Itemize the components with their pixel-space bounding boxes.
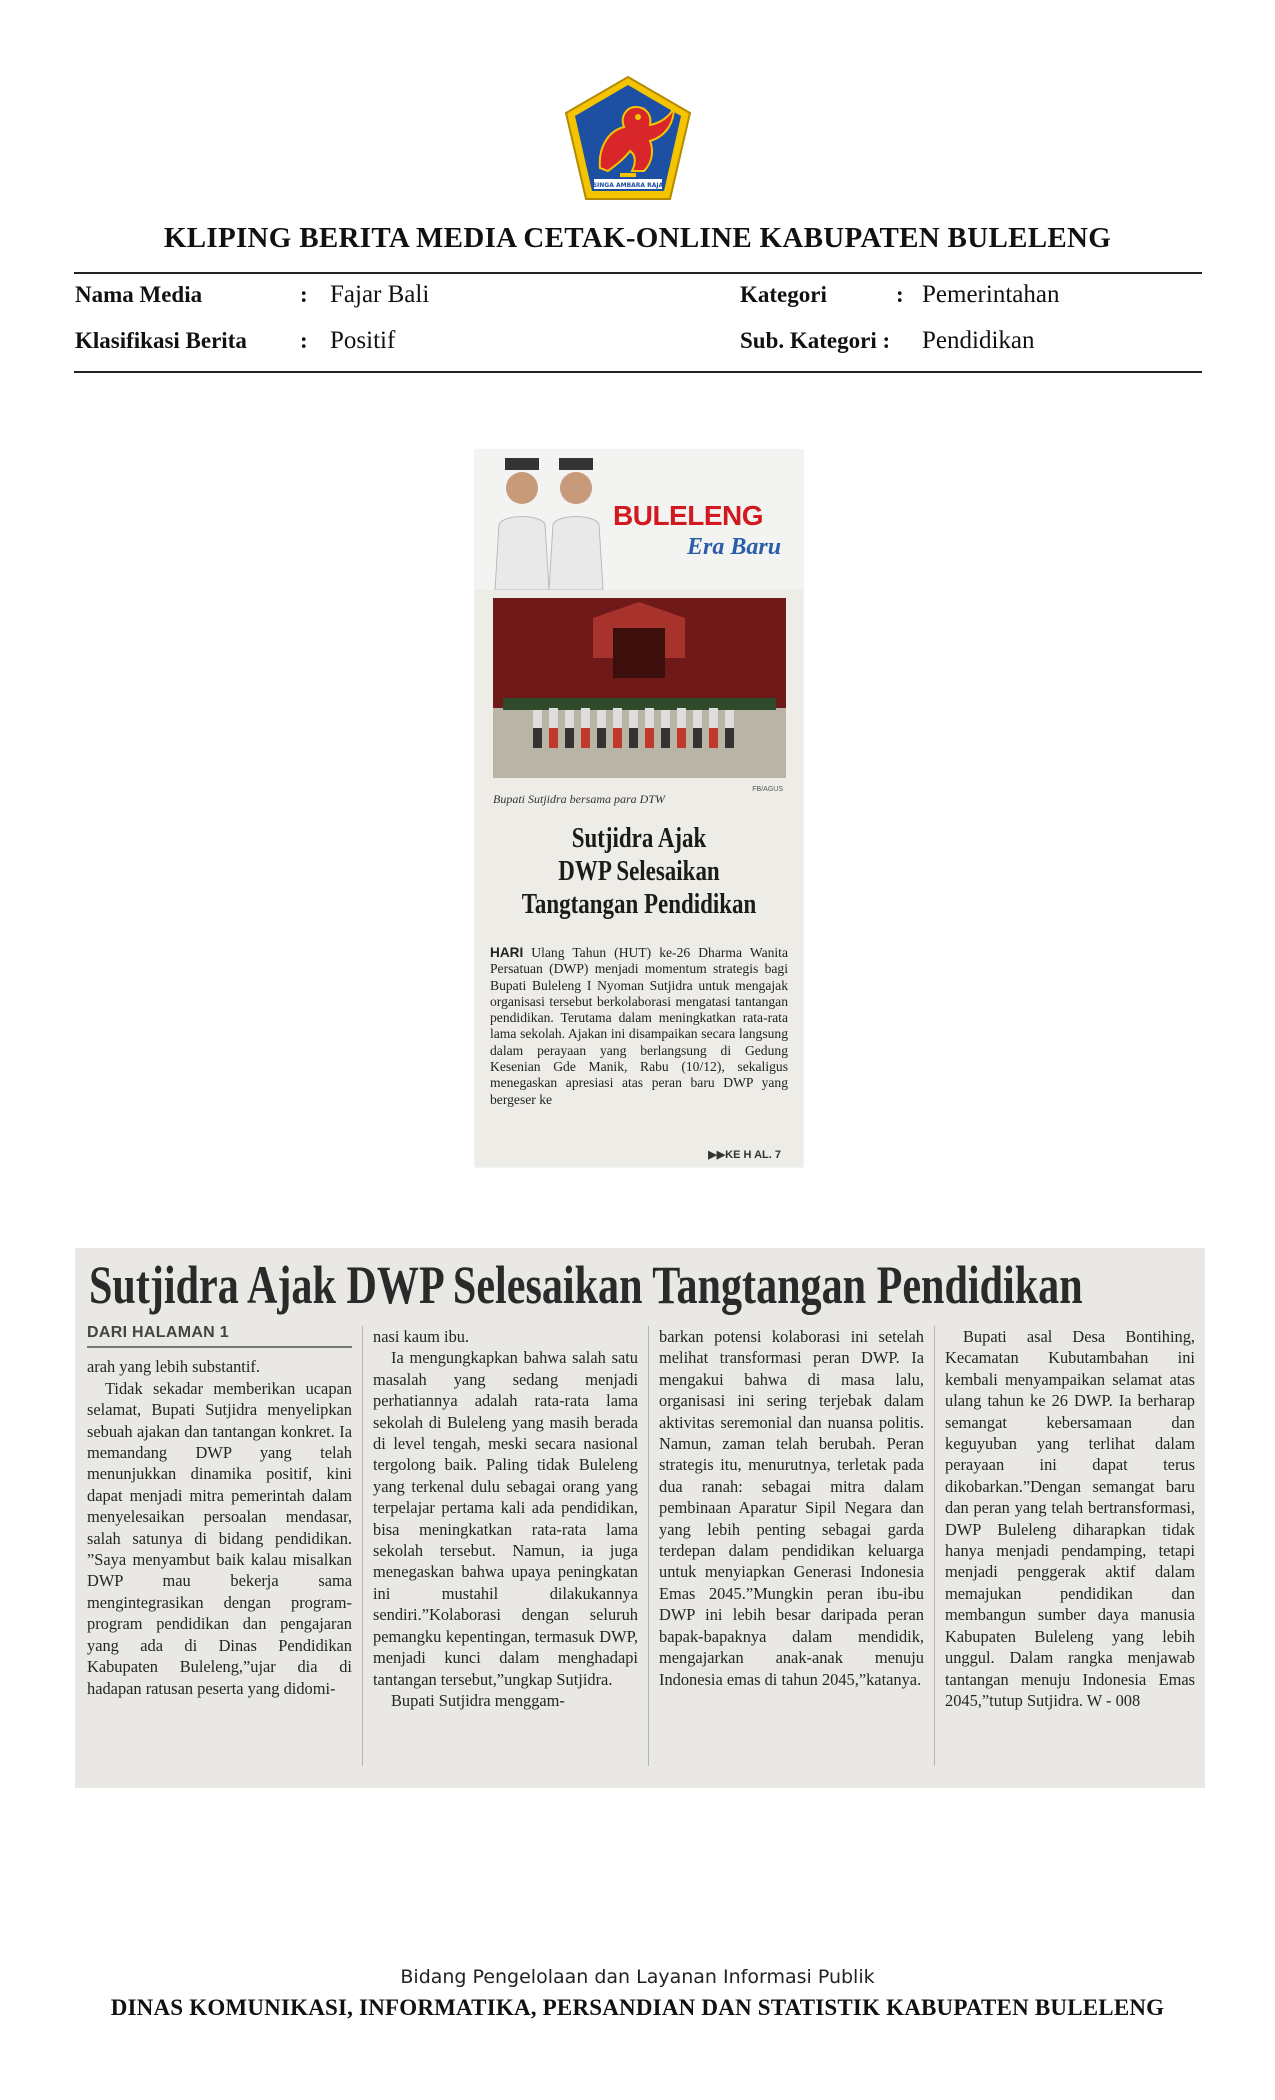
footer-division: Bidang Pengelolaan dan Layanan Informasi Publik: [400, 1966, 875, 1988]
from-page-label: DARI HALAMAN 1: [87, 1322, 352, 1348]
front-headline-line-2: DWP Selesaikan: [558, 856, 720, 887]
continued-on-page: ▶▶KE H AL. 7: [708, 1149, 781, 1161]
col2-paragraph-3: Bupati Sutjidra menggam-: [391, 1690, 565, 1710]
continuation-headline: Sutjidra Ajak DWP Selesaikan Tangtangan Pendidikan: [89, 1255, 1083, 1315]
photo-credit: FB/AGUS: [752, 786, 783, 793]
column-divider: [648, 1326, 649, 1766]
col2-paragraph-1: nasi kaum ibu.: [373, 1327, 470, 1346]
continuation-clipping: [75, 1248, 1205, 1788]
banner-title: BULELENG: [613, 500, 763, 531]
header-bottom-rule: [74, 371, 1202, 373]
column-1: [87, 1322, 352, 1699]
front-page-clipping: [475, 450, 803, 1167]
col1-paragraph-2: Tidak sekadar memberikan ucapan selamat, Bupati Sutjidra menyelipkan sebuah ajakan dan tantangan konkret. Ia memandang DWP yang telah menunjukkan dinamika positif, kini dapat menjadi mitra pemerintah dalam menyelesaikan persoalan mendasar, salah satunya di bidang pendidikan. ”Saya menyambut baik kalau misalkan DWP mau bekerja sama mengintegrasikan dengan program-program pendidikan dan pengajaran yang ada di Dinas Pendidikan Kabupaten Buleleng,”ujar dia di hadapan ratusan peserta yang didomi-: [87, 1378, 352, 1698]
col3-paragraph-1: barkan potensi kolaborasi ini setelah melihat transformasi peran DWP. Ia mengakui bahwa di masa lalu, organisasi ini sering terjebak dalam aktivitas seremonial dan nuansa politis. Namun, zaman telah berubah. Peran strategis itu, menurutnya, terletak pada dua ranah: sebagai mitra dalam pembinaan Aparatur Sipil Negara dan yang lebih penting sebagai garda terdepan dalam pendidikan keluarga untuk menyiapkan Generasi Indonesia Emas 2045.”Mungkin peran ibu-ibu DWP ini lebih besar daripada peran bapak-bapaknya dalam mendidik, mengajarkan anak-anak menuju Indonesia emas di tahun 2045,”katanya.: [659, 1327, 924, 1689]
classification-value: Positif: [330, 327, 396, 354]
subcategory-value: Pendidikan: [922, 327, 1035, 354]
logo-motto: SINGA AMBARA RAJA: [592, 182, 664, 189]
header-top-rule: [74, 272, 1202, 274]
column-3: [659, 1326, 924, 1690]
classification-label: Klasifikasi Berita: [75, 328, 247, 353]
category-colon: :: [896, 282, 904, 307]
media-label: Nama Media: [75, 282, 203, 307]
category-value: Pemerintahan: [922, 281, 1060, 308]
media-value: Fajar Bali: [330, 281, 430, 308]
col4-paragraph-1: Bupati asal Desa Bontihing, Kecamatan Kubutambahan ini kembali menyampaikan selamat atas ulang tahun ke 26 DWP. Ia berharap semangat kebersamaan dan keguyuban yang terlihat dalam perayaan ini dapat terus dikobarkan.”Dengan semangat baru dan peran yang telah bertransformasi, DWP Buleleng diharapkan tidak hanya menjadi pendamping, tetapi menjadi penggerak aktif dalam memajukan pendidikan dan membangun sumber daya manusia Kabupaten Buleleng yang lebih unggul. Dalam rangka menjawab tantangan menuju Indonesia Emas 2045,”tutup Sutjidra. W - 008: [945, 1327, 1195, 1710]
front-body-text: Ulang Tahun (HUT) ke-26 Dharma Wanita Persatuan (DWP) menjadi momentum strategis bagi Bupati Buleleng I Nyoman Sutjidra untuk mengajak organisasi tersebut berkolaborasi mengatasi tantangan pendidikan. Terutama dalam meningkatkan rata-rata lama sekolah. Ajakan ini disampaikan secara langsung dalam perayaan yang berlangsung di Gedung Kesenian Gde Manik, Rabu (10/12), sekaligus menegaskan apresiasi atas peran baru DWP yang bergeser ke: [490, 945, 788, 1107]
page-title: KLIPING BERITA MEDIA CETAK-ONLINE KABUPATEN BULELENG: [163, 222, 1112, 254]
column-2: [373, 1326, 638, 1711]
event-photo: [493, 598, 786, 778]
government-emblem-logo: [560, 73, 696, 203]
lead-word: HARI: [490, 945, 524, 960]
media-colon: :: [300, 282, 308, 307]
photo-caption: Bupati Sutjidra bersama para DTW: [493, 792, 666, 806]
banner: [475, 450, 803, 590]
column-divider: [934, 1326, 935, 1766]
category-label: Kategori: [740, 282, 827, 307]
front-headline-line-1: Sutjidra Ajak: [571, 823, 707, 854]
front-body: [490, 945, 788, 1108]
officials-photo: [485, 450, 615, 590]
col1-paragraph-1: arah yang lebih substantif.: [87, 1357, 260, 1377]
column-4: [945, 1326, 1195, 1711]
front-headline-line-3: Tangtangan Pendidikan: [521, 889, 757, 920]
subcategory-label: Sub. Kategori :: [740, 328, 891, 353]
column-divider: [362, 1326, 363, 1766]
classification-colon: :: [300, 328, 308, 353]
banner-subtitle: Era Baru: [687, 534, 782, 560]
front-headline: [505, 822, 774, 921]
col2-paragraph-2: Ia mengungkapkan bahwa salah satu masalah yang sedang menjadi perhatiannya adalah rata-rata lama sekolah di Buleleng yang masih berada di level tengah, meski secara nasional tergolong baik. Paling tidak Buleleng yang terkenal dulu sebagai orang yang terpelajar pertama kali ada pendidikan, bisa meningkatkan rata-rata lama sekolah tersebut. Namun, ia juga menegaskan bahwa upaya peningkatan ini mustahil dilakukannya sendiri.”Kolaborasi dengan seluruh pemangku kepentingan, termasuk DWP, menjadi kunci dalam menghadapi tantangan tersebut,”ungkap Sutjidra.: [373, 1348, 638, 1689]
footer-agency: DINAS KOMUNIKASI, INFORMATIKA, PERSANDIAN DAN STATISTIK KABUPATEN BULELENG: [110, 1995, 1165, 2020]
